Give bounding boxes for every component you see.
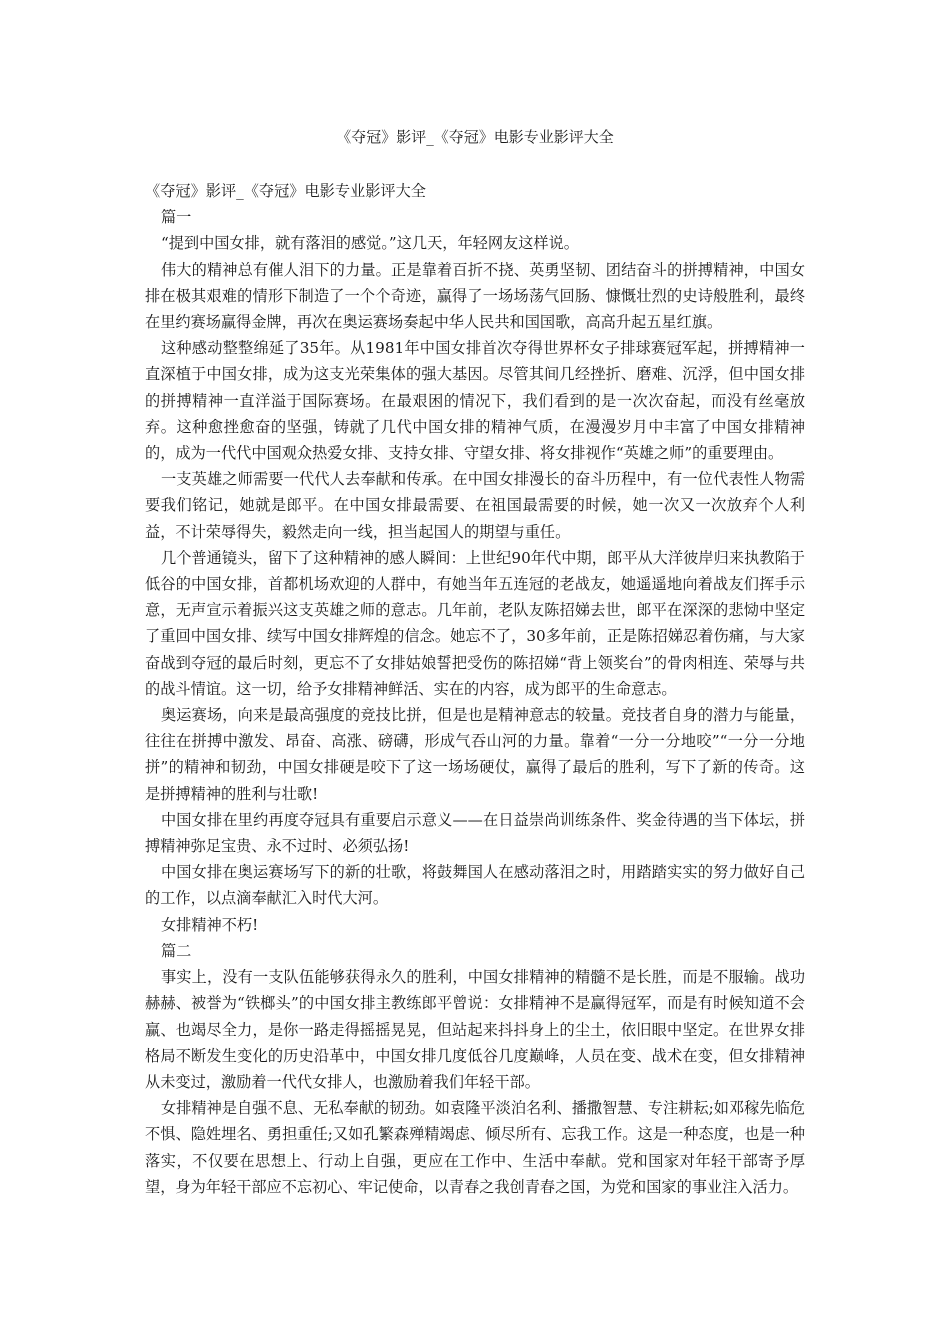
document-title: 《夺冠》影评_《夺冠》电影专业影评大全 [336, 128, 614, 146]
paragraph: 中国女排在里约再度夺冠具有重要启示意义——在日益崇尚训练条件、奖金待遇的当下体坛，拼搏精神弥足宝贵、永不过时、必须弘扬! [145, 810, 805, 856]
paragraph: 伟大的精神总有催人泪下的力量。正是靠着百折不挠、英勇坚韧、团结奋斗的拼搏精神，中国女排在极其艰难的情形下制造了一个个奇迹，赢得了一场场荡气回肠、慷慨壮烈的史诗般胜利，最终在里约赛场赢得金牌，再次在奥运赛场奏起中华人民共和国国歌，高高升起五星红旗。 [145, 260, 805, 332]
section-heading-two: 篇二 [160, 941, 192, 960]
paragraph: 女排精神不朽! [160, 915, 259, 934]
document-body [145, 178, 805, 1200]
document-subtitle: 《夺冠》影评_《夺冠》电影专业影评大全 [145, 182, 426, 200]
paragraph: 事实上，没有一支队伍能够获得永久的胜利，中国女排精神的精髓不是长胜，而是不服输。战功赫赫、被誉为“铁榔头”的中国女排主教练郎平曾说：女排精神不是赢得冠军，而是有时候知道不会赢、也竭尽全力，是你一路走得摇摇晃晃，但站起来抖抖身上的尘土，依旧眼中坚定。在世界女排格局不断发生变化的历史沿革中，中国女排几度低谷几度巅峰，人员在变、战术在变，但女排精神从未变过，激励着一代代女排人，也激励着我们年轻干部。 [145, 968, 805, 1091]
paragraph: 一支英雄之师需要一代代人去奉献和传承。在中国女排漫长的奋斗历程中，有一位代表性人物需要我们铭记，她就是郎平。在中国女排最需要、在祖国最需要的时候，她一次又一次放弃个人利益，不计荣辱得失，毅然走向一线，担当起国人的期望与重任。 [145, 470, 805, 541]
paragraph: “提到中国女排，就有落泪的感觉。”这几天，年轻网友这样说。 [160, 234, 579, 253]
paragraph: 中国女排在奥运赛场写下的新的壮歌，将鼓舞国人在感动落泪之时，用踏踏实实的努力做好自己的工作，以点滴奉献汇入时代大河。 [145, 863, 805, 908]
paragraph: 女排精神是自强不息、无私奉献的韧劲。如袁隆平淡泊名利、播撒智慧、专注耕耘;如邓稼先临危不惧、隐姓埋名、勇担重任;又如孔繁森殚精竭虑、倾尽所有、忘我工作。这是一种态度，也是一种落实，不仅要在思想上、行动上自强，更应在工作中、生活中奉献。党和国家对年轻干部寄予厚望，身为年轻干部应不忘初心、牢记使命，以青春之我创青春之国，为党和国家的事业注入活力。 [145, 1099, 805, 1196]
section-heading-one: 篇一 [160, 208, 192, 227]
paragraph: 奥运赛场，向来是最高强度的竞技比拼，但是也是精神意志的较量。竞技者自身的潜力与能量，往往在拼搏中激发、昂奋、高涨、磅礴，形成气吞山河的力量。靠着“一分一分地咬”“一分一分地拼”的精神和韧劲，中国女排硬是咬下了这一场场硬仗，赢得了最后的胜利，写下了新的传奇。这是拼搏精神的胜利与壮歌! [145, 706, 805, 803]
paragraph: 几个普通镜头，留下了这种精神的感人瞬间：上世纪90年代中期，郎平从大洋彼岸归来执教陷于低谷的中国女排，首都机场欢迎的人群中，有她当年五连冠的老战友，她遥遥地向着战友们挥手示意，无声宣示着振兴这支英雄之师的意志。几年前，老队友陈招娣去世，郎平在深深的悲恸中坚定了重回中国女排、续写中国女排辉煌的信念。她忘不了，30多年前，正是陈招娣忍着伤痛，与大家奋战到夺冠的最后时刻，更忘不了女排姑娘誓把受伤的陈招娣“背上领奖台”的骨肉相连、荣辱与共的战斗情谊。这一切，给予女排精神鲜活、实在的内容，成为郎平的生命意志。 [145, 548, 805, 698]
paragraph: 这种感动整整绵延了35年。从1981年中国女排首次夺得世界杯女子排球赛冠军起，拼搏精神一直深植于中国女排，成为这支光荣集体的强大基因。尽管其间几经挫折、磨难、沉浮，但中国女排的拼搏精神一直洋溢于国际赛场。在最艰困的情况下，我们看到的是一次次奋起，而没有丝毫放弃。这种愈挫愈奋的坚强，铸就了几代中国女排的精神气质，在漫漫岁月中丰富了中国女排精神的，成为一代代中国观众热爱女排、支持女排、守望女排、将女排视作“英雄之师”的重要理由。 [145, 339, 805, 463]
